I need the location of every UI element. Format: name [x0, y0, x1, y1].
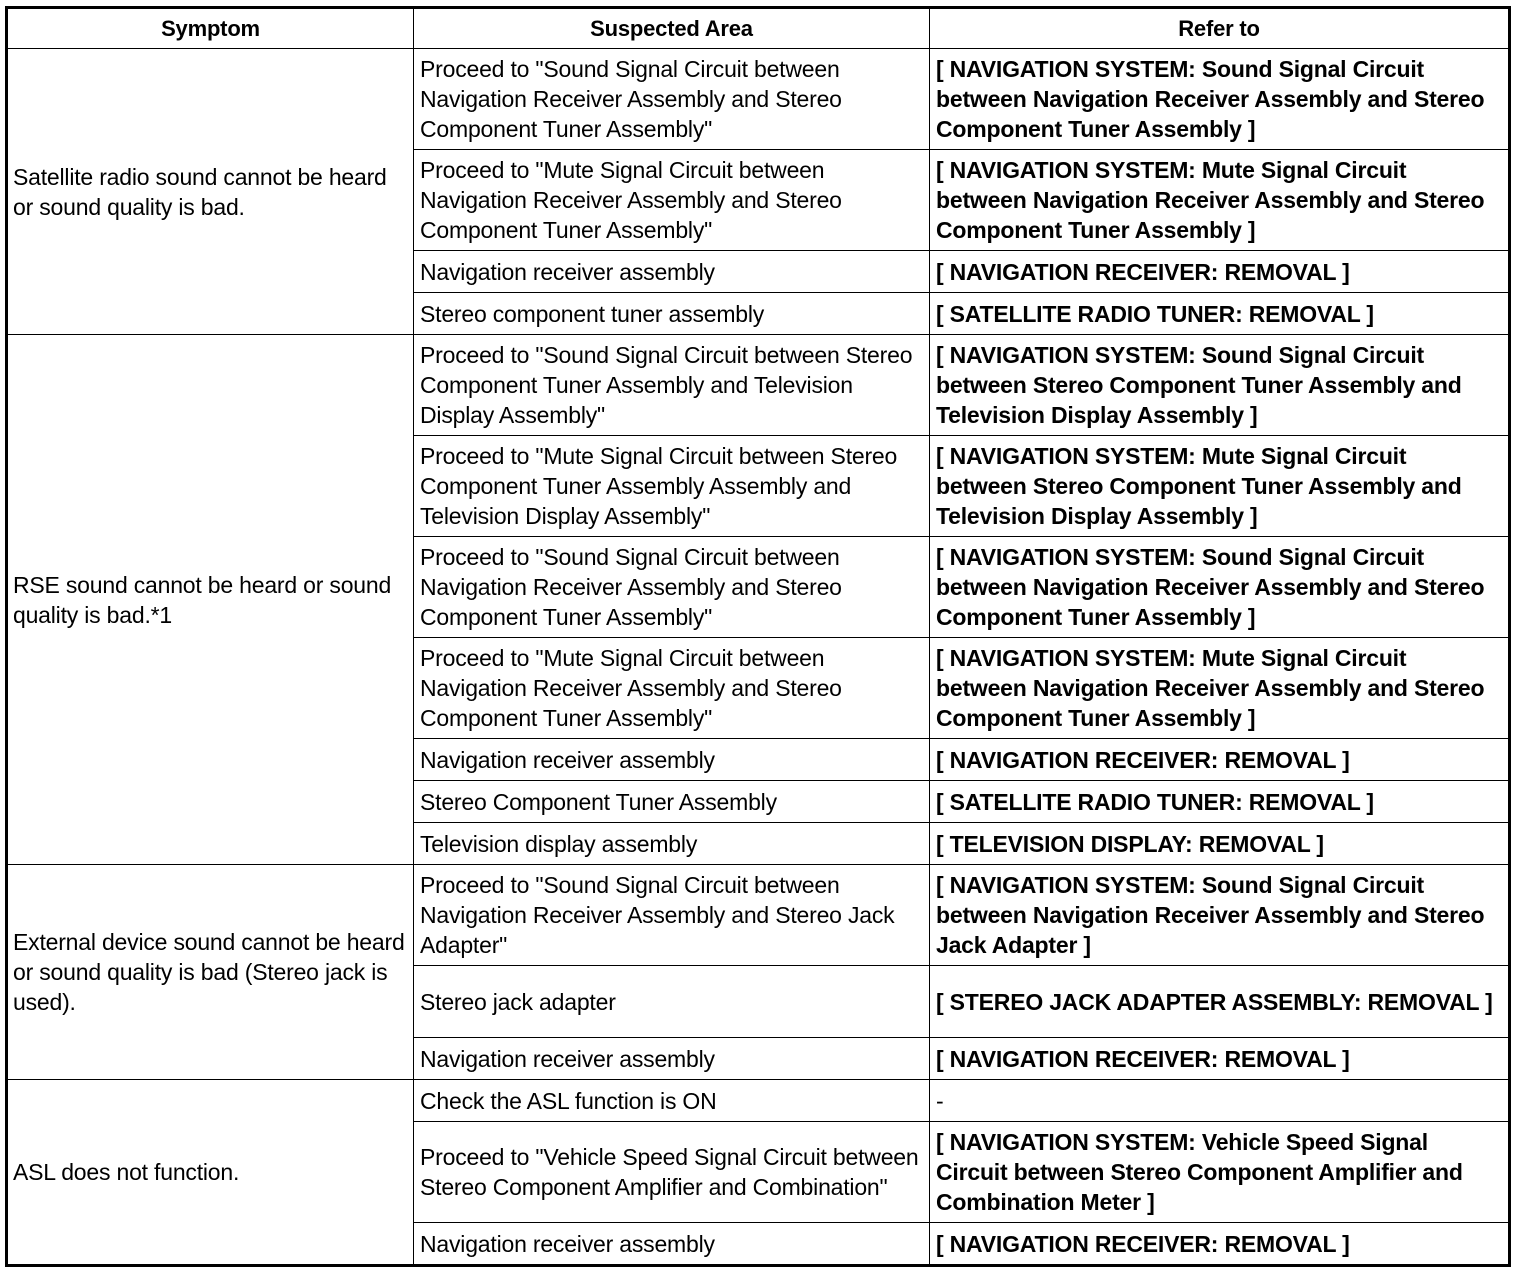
suspected-area-cell: Proceed to "Mute Signal Circuit between Navigation Receiver Assembly and Stereo Component Tuner Assembly" — [414, 150, 930, 251]
refer-to-link[interactable]: [ TELEVISION DISPLAY: REMOVAL ] — [930, 823, 1510, 865]
header-symptom: Symptom — [7, 8, 414, 49]
suspected-area-cell: Stereo jack adapter — [414, 966, 930, 1038]
refer-to-link[interactable]: [ NAVIGATION SYSTEM: Mute Signal Circuit between Stereo Component Tuner Assembly and Television Display Assembly ] — [930, 436, 1510, 537]
suspected-area-cell: Proceed to "Sound Signal Circuit between Navigation Receiver Assembly and Stereo Component Tuner Assembly" — [414, 49, 930, 150]
symptom-cell: External device sound cannot be heard or sound quality is bad (Stereo jack is used). — [7, 865, 414, 1080]
header-suspected-area: Suspected Area — [414, 8, 930, 49]
refer-to-link[interactable]: [ NAVIGATION SYSTEM: Vehicle Speed Signal Circuit between Stereo Component Amplifier and Combination Meter ] — [930, 1122, 1510, 1223]
suspected-area-cell: Proceed to "Sound Signal Circuit between Navigation Receiver Assembly and Stereo Component Tuner Assembly" — [414, 537, 930, 638]
symptom-cell: ASL does not function. — [7, 1080, 414, 1266]
suspected-area-cell: Proceed to "Mute Signal Circuit between Navigation Receiver Assembly and Stereo Component Tuner Assembly" — [414, 638, 930, 739]
table-row — [7, 865, 1510, 966]
refer-to-link[interactable]: [ NAVIGATION SYSTEM: Mute Signal Circuit between Navigation Receiver Assembly and Stereo Component Tuner Assembly ] — [930, 150, 1510, 251]
refer-to-link[interactable]: [ SATELLITE RADIO TUNER: REMOVAL ] — [930, 781, 1510, 823]
suspected-area-cell: Navigation receiver assembly — [414, 739, 930, 781]
symptom-cell: Satellite radio sound cannot be heard or sound quality is bad. — [7, 49, 414, 335]
refer-to-link[interactable]: [ NAVIGATION RECEIVER: REMOVAL ] — [930, 1038, 1510, 1080]
refer-to-link[interactable]: [ NAVIGATION SYSTEM: Sound Signal Circuit between Navigation Receiver Assembly and Stereo Jack Adapter ] — [930, 865, 1510, 966]
suspected-area-cell: Navigation receiver assembly — [414, 251, 930, 293]
symptom-table — [5, 6, 1511, 1267]
header-row — [7, 8, 1510, 49]
suspected-area-cell: Stereo Component Tuner Assembly — [414, 781, 930, 823]
header-refer-to: Refer to — [930, 8, 1510, 49]
suspected-area-cell: Proceed to "Mute Signal Circuit between Stereo Component Tuner Assembly Assembly and Television Display Assembly" — [414, 436, 930, 537]
refer-to-link[interactable]: [ STEREO JACK ADAPTER ASSEMBLY: REMOVAL ] — [930, 966, 1510, 1038]
refer-to-link[interactable]: [ NAVIGATION SYSTEM: Mute Signal Circuit between Navigation Receiver Assembly and Stereo Component Tuner Assembly ] — [930, 638, 1510, 739]
symptom-cell: RSE sound cannot be heard or sound quality is bad.*1 — [7, 335, 414, 865]
table-row — [7, 335, 1510, 436]
suspected-area-cell: Navigation receiver assembly — [414, 1038, 930, 1080]
table-row — [7, 49, 1510, 150]
refer-to-link[interactable]: [ NAVIGATION SYSTEM: Sound Signal Circuit between Navigation Receiver Assembly and Stereo Component Tuner Assembly ] — [930, 537, 1510, 638]
suspected-area-cell: Proceed to "Vehicle Speed Signal Circuit between Stereo Component Amplifier and Combination" — [414, 1122, 930, 1223]
refer-to-link[interactable]: [ NAVIGATION SYSTEM: Sound Signal Circuit between Stereo Component Tuner Assembly and Television Display Assembly ] — [930, 335, 1510, 436]
suspected-area-cell: Television display assembly — [414, 823, 930, 865]
suspected-area-cell: Check the ASL function is ON — [414, 1080, 930, 1122]
suspected-area-cell: Proceed to "Sound Signal Circuit between Navigation Receiver Assembly and Stereo Jack Adapter" — [414, 865, 930, 966]
suspected-area-cell: Stereo component tuner assembly — [414, 293, 930, 335]
suspected-area-cell: Navigation receiver assembly — [414, 1223, 930, 1266]
table-row — [7, 1080, 1510, 1122]
refer-to-link[interactable]: [ NAVIGATION SYSTEM: Sound Signal Circuit between Navigation Receiver Assembly and Stereo Component Tuner Assembly ] — [930, 49, 1510, 150]
refer-to-link[interactable]: [ NAVIGATION RECEIVER: REMOVAL ] — [930, 739, 1510, 781]
suspected-area-cell: Proceed to "Sound Signal Circuit between Stereo Component Tuner Assembly and Television Display Assembly" — [414, 335, 930, 436]
refer-to-link[interactable]: [ NAVIGATION RECEIVER: REMOVAL ] — [930, 251, 1510, 293]
refer-to-link[interactable]: [ NAVIGATION RECEIVER: REMOVAL ] — [930, 1223, 1510, 1266]
refer-to-link[interactable]: [ SATELLITE RADIO TUNER: REMOVAL ] — [930, 293, 1510, 335]
refer-to-cell: - — [930, 1080, 1510, 1122]
